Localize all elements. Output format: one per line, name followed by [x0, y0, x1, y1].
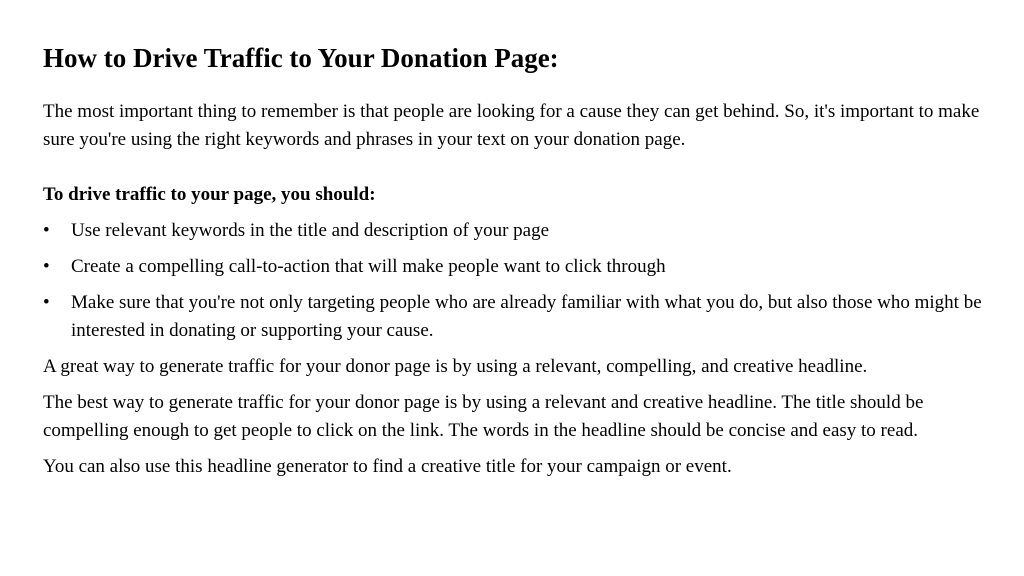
- bullet-icon: •: [43, 220, 50, 241]
- body-paragraph: The best way to generate traffic for your donor page is by using a relevant and creative headline. The title should be compelling enough to get people to click on the link. The words in the headline should be concise and easy to read.: [43, 392, 924, 441]
- list-item: [43, 217, 984, 245]
- list-item: [43, 253, 984, 281]
- list-item: [43, 289, 984, 345]
- bullet-icon: •: [43, 292, 50, 313]
- bullet-icon: •: [43, 256, 50, 277]
- list-item-text: Create a compelling call-to-action that will make people want to click through: [71, 256, 666, 277]
- list-item-text: Make sure that you're not only targeting people who are already familiar with what you do, but also those who might be interested in donating or supporting your cause.: [71, 292, 982, 341]
- list-subheading: To drive traffic to your page, you should:: [43, 184, 376, 205]
- list-item-text: Use relevant keywords in the title and description of your page: [71, 220, 550, 241]
- page-title: How to Drive Traffic to Your Donation Page:: [43, 43, 559, 73]
- body-paragraph: A great way to generate traffic for your donor page is by using a relevant, compelling, and creative headline.: [43, 356, 868, 377]
- intro-paragraph: The most important thing to remember is that people are looking for a cause they can get behind. So, it's important to make sure you're using the right keywords and phrases in your text on your donation page.: [43, 101, 980, 150]
- bullet-list: [43, 217, 984, 345]
- body-paragraph: You can also use this headline generator to find a creative title for your campaign or event.: [43, 456, 732, 477]
